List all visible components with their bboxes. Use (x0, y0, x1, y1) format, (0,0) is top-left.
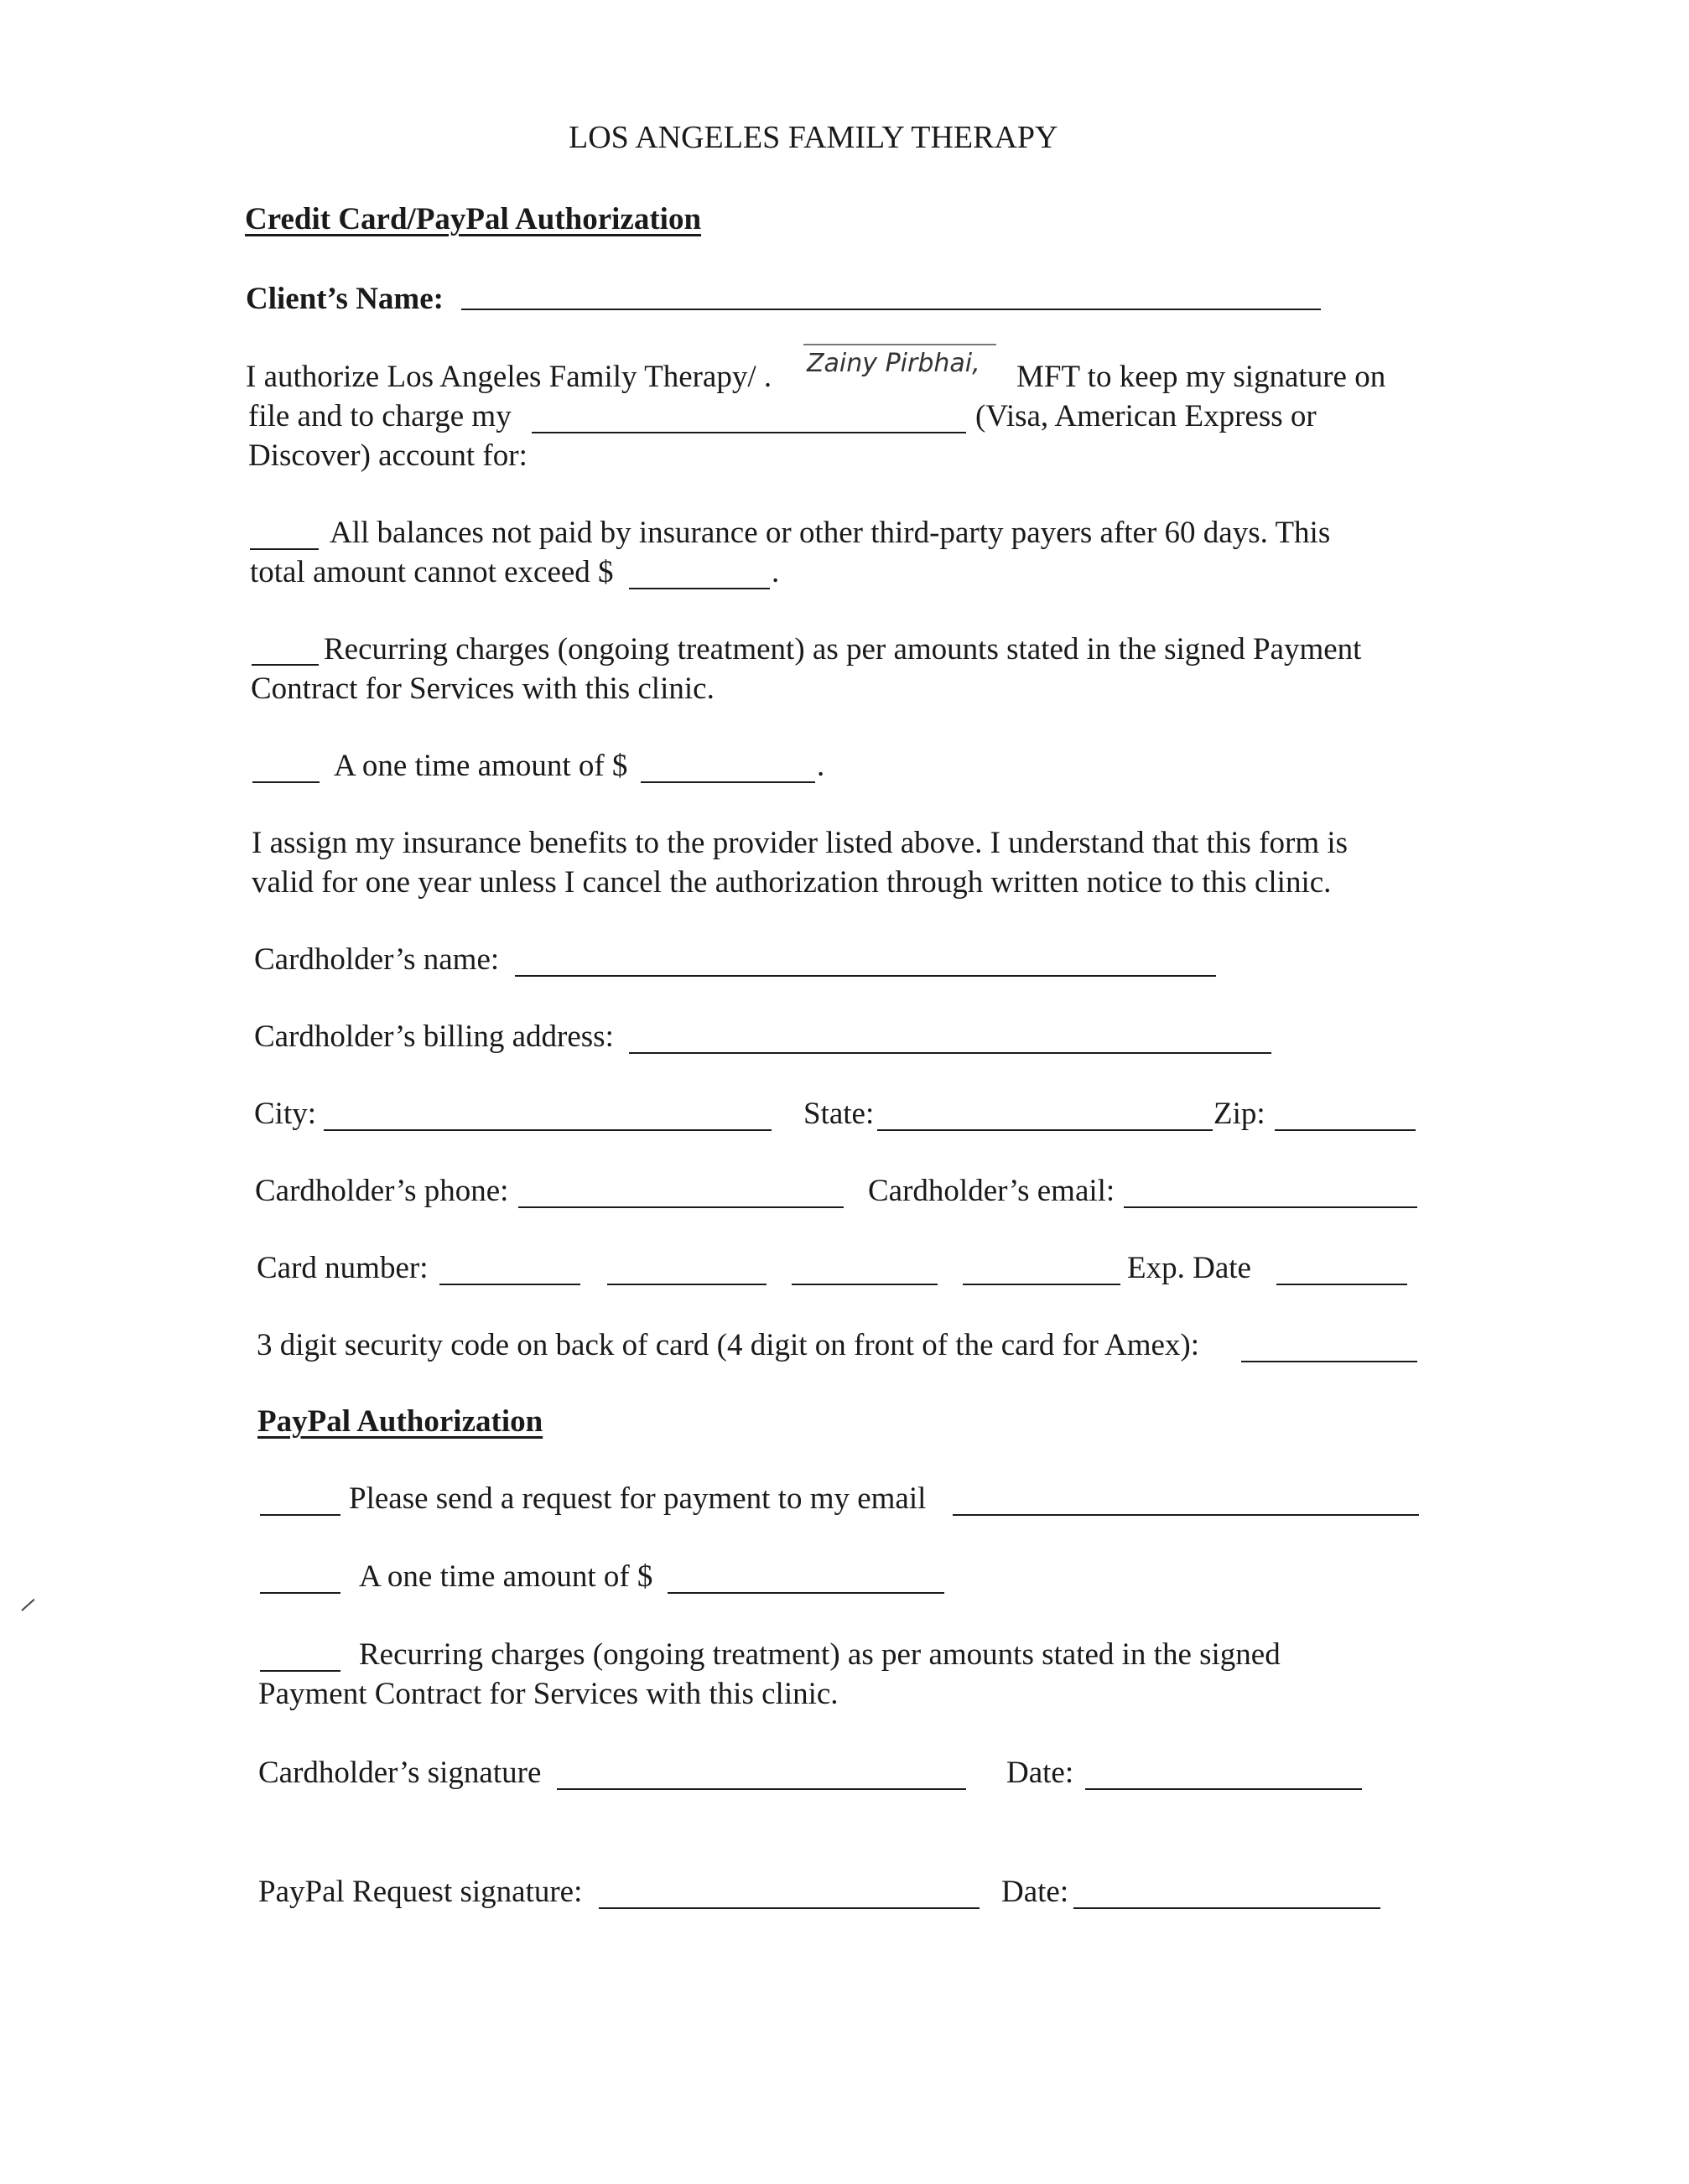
handwritten-therapist-name: Zainy Pirbhai, (807, 349, 980, 378)
period-1: . (772, 555, 780, 589)
form-title: LOS ANGELES FAMILY THERAPY (569, 120, 1058, 155)
state-label: State: (803, 1097, 875, 1131)
period-2: . (817, 749, 825, 783)
paypal-email-field[interactable] (953, 1489, 1419, 1516)
paypal-recurring-text-line1: Recurring charges (ongoing treatment) as per amounts stated in the signed (359, 1637, 1281, 1672)
date-field-1[interactable] (1085, 1763, 1362, 1790)
email-label: Cardholder’s email: (868, 1174, 1115, 1208)
billing-address-field[interactable] (629, 1027, 1271, 1054)
cardholder-signature-field[interactable] (557, 1763, 966, 1790)
date-label-2: Date: (1001, 1875, 1069, 1909)
zip-label: Zip: (1213, 1097, 1265, 1131)
auth-text-line3: Discover) account for: (248, 438, 527, 473)
paypal-signature-field[interactable] (599, 1882, 980, 1909)
assign-text-line2: valid for one year unless I cancel the authorization through written notice to this clinic. (252, 865, 1332, 900)
phone-field[interactable] (518, 1181, 844, 1208)
paypal-one-time-text: A one time amount of $ (359, 1559, 653, 1594)
security-code-label: 3 digit security code on back of card (4 digit on front of the card for Amex): (257, 1328, 1200, 1362)
paypal-recurring-text-line2: Payment Contract for Services with this clinic. (258, 1677, 839, 1711)
date-field-2[interactable] (1073, 1882, 1380, 1909)
paypal-signature-label: PayPal Request signature: (258, 1875, 583, 1909)
email-field[interactable] (1124, 1181, 1417, 1208)
option-balances-text-line1: All balances not paid by insurance or other third-party payers after 60 days. This (330, 516, 1331, 550)
paypal-one-time-check[interactable] (260, 1567, 340, 1594)
cardholder-name-field[interactable] (515, 950, 1216, 977)
client-name-label: Client’s Name: (246, 282, 444, 316)
option-one-time-text: A one time amount of $ (334, 749, 628, 783)
assign-text-line1: I assign my insurance benefits to the provider listed above. I understand that this form is (252, 826, 1349, 860)
date-label-1: Date: (1006, 1756, 1074, 1790)
card-number-group-4[interactable] (963, 1258, 1120, 1285)
section-heading-paypal: PayPal Authorization (257, 1404, 543, 1439)
option-balances-check[interactable] (250, 523, 319, 550)
option-recurring-check[interactable] (252, 639, 319, 666)
option-recurring-text-line1: Recurring charges (ongoing treatment) as per amounts stated in the signed Payment (324, 632, 1362, 667)
card-number-group-3[interactable] (792, 1258, 938, 1285)
paypal-recurring-check[interactable] (260, 1645, 340, 1672)
option-balances-text-line2: total amount cannot exceed $ (250, 555, 614, 589)
paypal-request-check[interactable] (260, 1489, 340, 1516)
option-one-time-check[interactable] (252, 756, 320, 783)
zip-field[interactable] (1275, 1104, 1416, 1131)
paypal-one-time-amount-field[interactable] (668, 1567, 944, 1594)
strikeout-mark (803, 344, 996, 345)
city-field[interactable] (324, 1104, 772, 1131)
city-label: City: (254, 1097, 317, 1131)
cardholder-signature-label: Cardholder’s signature (258, 1756, 542, 1790)
card-type-field[interactable] (532, 407, 966, 433)
max-amount-field[interactable] (629, 563, 770, 589)
cardholder-name-label: Cardholder’s name: (254, 942, 500, 977)
auth-text-line1a: I authorize Los Angeles Family Therapy/ . (246, 360, 772, 394)
auth-text-line2a: file and to charge my (248, 399, 512, 433)
client-name-field[interactable] (461, 283, 1321, 310)
auth-text-line1b: MFT to keep my signature on (1016, 360, 1386, 394)
option-recurring-text-line2: Contract for Services with this clinic. (251, 672, 715, 706)
stray-pen-mark (21, 1599, 34, 1611)
exp-date-field[interactable] (1276, 1258, 1407, 1285)
phone-label: Cardholder’s phone: (255, 1174, 509, 1208)
card-number-label: Card number: (257, 1251, 429, 1285)
card-number-group-2[interactable] (607, 1258, 767, 1285)
one-time-amount-field[interactable] (641, 756, 815, 783)
card-number-group-1[interactable] (439, 1258, 580, 1285)
state-field[interactable] (877, 1104, 1213, 1131)
section-heading-credit-card: Credit Card/PayPal Authorization (245, 202, 702, 236)
exp-date-label: Exp. Date (1127, 1251, 1251, 1285)
auth-text-line2b: (Visa, American Express or (975, 399, 1317, 433)
billing-address-label: Cardholder’s billing address: (254, 1019, 614, 1054)
security-code-field[interactable] (1241, 1336, 1417, 1362)
paypal-request-text: Please send a request for payment to my email (349, 1481, 927, 1516)
